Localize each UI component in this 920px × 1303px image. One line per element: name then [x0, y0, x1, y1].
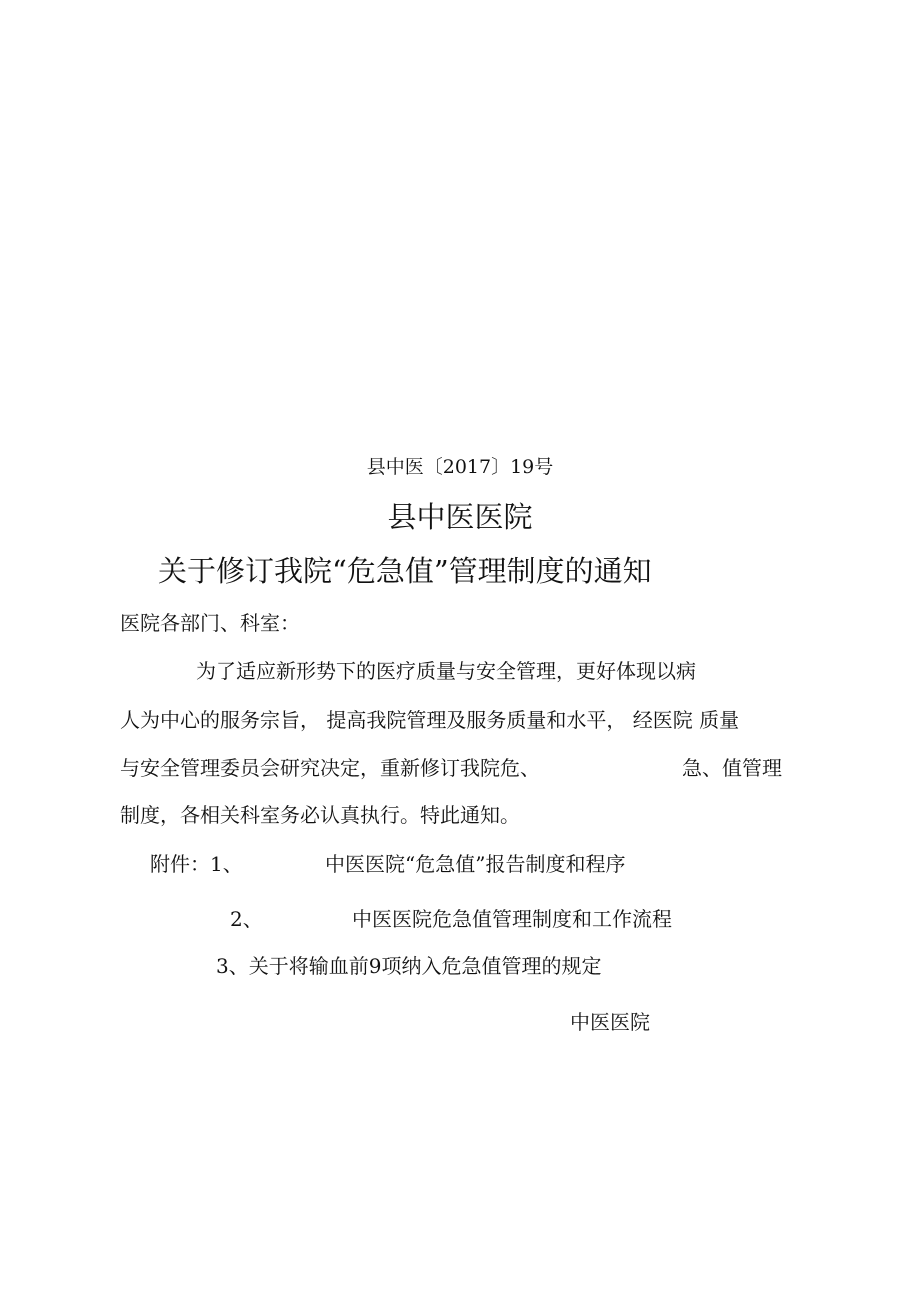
signature: 中医医院	[570, 1010, 650, 1034]
attachment-item-2-number: 2、	[230, 907, 263, 931]
body-line: 制度，各相关科室务必认真执行。特此通知。	[120, 803, 520, 827]
salutation: 医院各部门、科室：	[120, 611, 300, 635]
attachment-item-1: 中医医院“危急值”报告制度和程序	[325, 852, 626, 876]
body-line: 急、值管理	[682, 756, 782, 780]
notice-title: 关于修订我院“危急值”管理制度的通知	[158, 554, 652, 588]
document-number: 县中医〔2017〕19号	[366, 456, 554, 478]
body-line: 人为中心的服务宗旨， 提高我院管理及服务质量和水平， 经医院 质量	[120, 708, 740, 732]
attachment-item-3: 3、关于将输血前9项纳入危急值管理的规定	[216, 954, 602, 978]
body-line: 与安全管理委员会研究决定，重新修订我院危、	[120, 756, 540, 780]
attachment-item-2: 中医医院危急值管理制度和工作流程	[352, 907, 672, 931]
attachment-prefix: 附件：1、	[150, 852, 243, 876]
body-line: 为了适应新形势下的医疗质量与安全管理，更好体现以病	[196, 659, 696, 683]
issuer-name: 县中医医院	[387, 500, 533, 534]
